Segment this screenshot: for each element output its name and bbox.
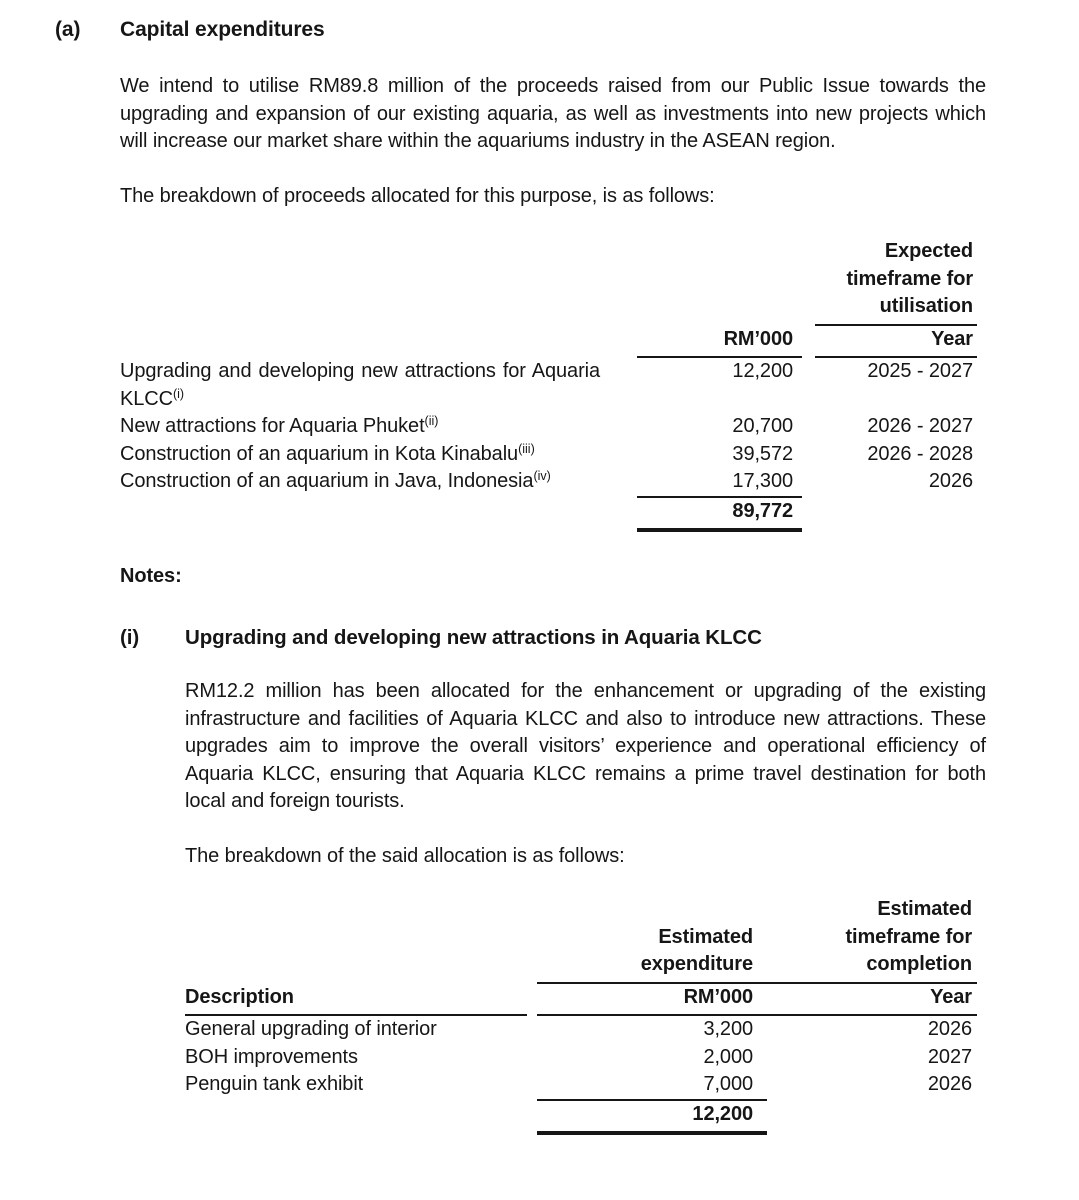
proceeds-table-header-row-2: [120, 326, 977, 359]
row-year: 2026: [927, 1018, 972, 1040]
allocation-table-header-row-2: [185, 984, 977, 1017]
estimated-expenditure-header: Estimated expenditure: [537, 924, 767, 984]
row-year: 2026 - 2027: [867, 415, 973, 437]
expected-timeframe-header: Expected timeframe for utilisation: [815, 238, 977, 326]
table-row: [120, 413, 977, 441]
note-i-heading: [120, 624, 1079, 652]
proceeds-total-row: [120, 498, 977, 533]
row-label: Upgrading and developing new attractions for Aquaria KLCC$^{(i)}$: [120, 360, 600, 410]
allocation-total-row: [185, 1101, 977, 1136]
intro-paragraph: We intend to utilise RM89.8 million of the proceeds raised from our Public Issue towards the upgrading and expansion of our existing aquaria, as well as investments into new projects which will increase our market share within the aquariums industry in the ASEAN region.: [120, 75, 986, 152]
year-header: Year: [767, 984, 977, 1017]
row-year: 2026: [927, 1073, 972, 1095]
table-row: [185, 1044, 977, 1072]
note-i-number: (i): [120, 625, 140, 649]
proceeds-table: [120, 238, 977, 532]
table-row: [120, 468, 977, 498]
estimated-timeframe-header: Estimated timeframe for completion: [767, 896, 977, 984]
table-row: [185, 1016, 977, 1044]
proceeds-table-header-row-1: [120, 238, 977, 326]
footnote-marker: (iv): [533, 469, 551, 483]
proceeds-total-amount: 89,772: [637, 498, 802, 533]
allocation-breakdown-lead: The breakdown of the said allocation is as follows:: [185, 844, 625, 867]
row-amount: 20,700: [732, 415, 793, 437]
section-heading: [0, 0, 1079, 44]
note-i-body: RM12.2 million has been allocated for the enhancement or upgrading of the existing infrastructure and facilities of Aquaria KLCC and also to introduce new attractions. These upgrades aim to improve the overall visitors’ experience and operational efficiency of Aquaria KLCC, ensuring that Aquaria KLCC remains a prime travel destination for both local and foreign tourists.: [185, 680, 986, 812]
row-year: 2026 - 2028: [867, 442, 973, 465]
row-label: Construction of an aquarium in Java, Indonesia$^{(iv)}$: [120, 469, 551, 492]
row-label: BOH improvements: [185, 1045, 358, 1068]
rm000-header: RM’000: [537, 984, 767, 1017]
row-label: Construction of an aquarium in Kota Kinabalu$^{(iii)}$: [120, 441, 535, 465]
allocation-table: [185, 896, 977, 1135]
proceeds-breakdown-lead: The breakdown of proceeds allocated for this purpose, is as follows:: [120, 184, 715, 207]
year-header: Year: [815, 326, 977, 359]
row-amount: 3,200: [703, 1018, 753, 1040]
table-row: [120, 441, 977, 469]
row-year: 2025 - 2027: [867, 360, 973, 382]
table-row: [185, 1071, 977, 1101]
row-amount: 2,000: [703, 1045, 753, 1068]
row-label: New attractions for Aquaria Phuket$^{(ii)}$: [120, 414, 439, 437]
row-amount: 12,200: [732, 360, 793, 382]
row-amount: 39,572: [732, 442, 793, 465]
footnote-marker: (ii): [424, 414, 439, 428]
notes-heading: Notes:: [120, 565, 182, 587]
rm000-header: RM’000: [637, 326, 802, 359]
footnote-marker: (i): [172, 386, 185, 401]
section-letter: (a): [55, 18, 81, 41]
row-amount: 7,000: [537, 1071, 767, 1101]
row-year: 2027: [927, 1045, 972, 1068]
table-row: [120, 358, 977, 413]
allocation-total-amount: 12,200: [537, 1101, 767, 1136]
row-amount: 17,300: [637, 468, 802, 498]
allocation-table-header-row-1: [185, 896, 977, 984]
row-year: 2026: [928, 470, 973, 492]
footnote-marker: (iii): [518, 441, 535, 456]
row-label: General upgrading of interior: [185, 1018, 437, 1040]
note-i-title: Upgrading and developing new attractions in Aquaria KLCC: [185, 625, 762, 649]
row-label: Penguin tank exhibit: [185, 1073, 364, 1095]
section-title: Capital expenditures: [120, 18, 325, 41]
description-header: Description: [185, 984, 527, 1017]
